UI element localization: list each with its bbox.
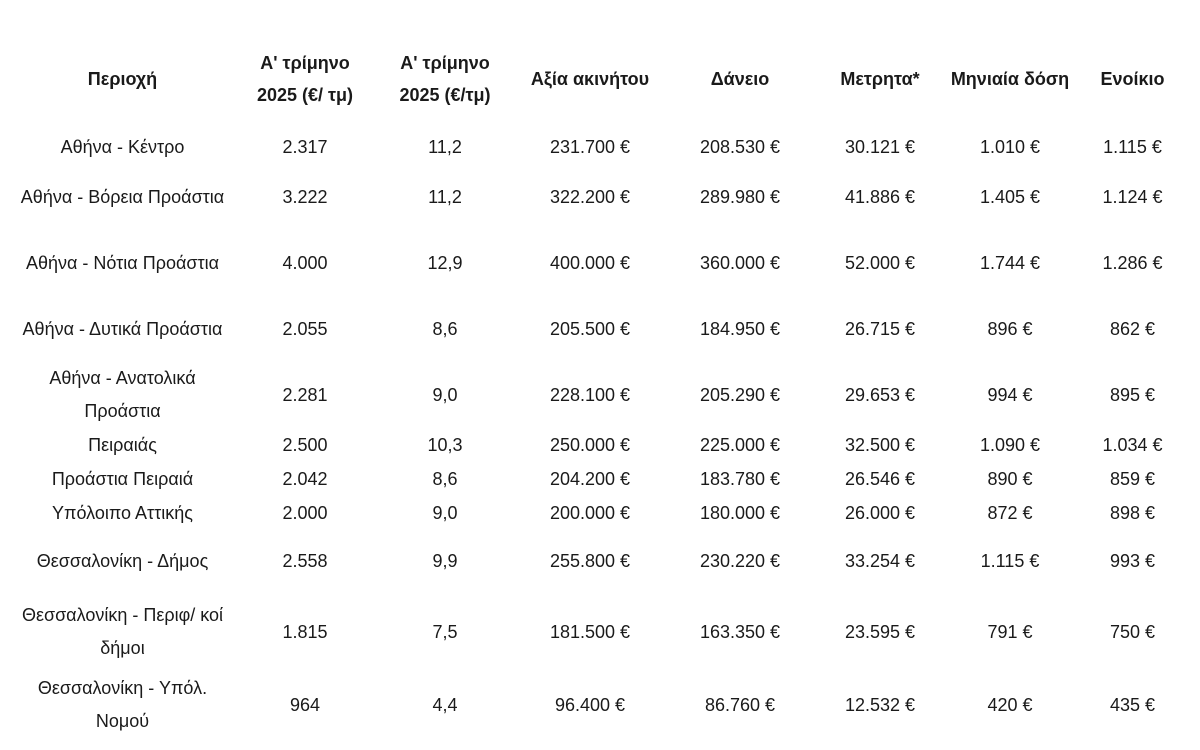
housing-costs-table — [10, 28, 1190, 738]
cell-cash: 29.653 € — [844, 384, 916, 405]
header-rent: Ενοίκιο — [1100, 69, 1165, 89]
cell-region: Πειραιάς — [88, 434, 157, 455]
cell-rent: 993 € — [1109, 550, 1156, 571]
cell-region: Αθήνα - Κέντρο — [60, 136, 185, 157]
cell-loan: 360.000 € — [699, 252, 781, 273]
cell-rent: 1.115 € — [1103, 136, 1162, 157]
header-q1-2025-sqm-price: Α' τρίμηνο 2025 (€/ τμ) — [256, 53, 354, 105]
table-row — [10, 362, 1190, 428]
cell-property-value: 322.200 € — [549, 186, 631, 207]
cell-property-value: 231.700 € — [549, 136, 631, 157]
cell-sqm-rent: 8,6 — [432, 468, 458, 489]
cell-rent: 895 € — [1109, 384, 1156, 405]
table-row — [10, 296, 1190, 362]
cell-sqm-rent: 9,9 — [432, 550, 458, 571]
table-row — [10, 592, 1190, 672]
cell-monthly-installment: 1.744 € — [979, 252, 1041, 273]
cell-property-value: 96.400 € — [554, 694, 626, 715]
table-container — [10, 28, 1190, 738]
cell-rent: 859 € — [1109, 468, 1156, 489]
cell-rent: 435 € — [1109, 694, 1156, 715]
cell-sqm-price: 2.558 — [282, 550, 328, 571]
table-row — [10, 428, 1190, 462]
table-row — [10, 462, 1190, 496]
cell-sqm-price: 2.281 — [282, 384, 328, 405]
cell-region: Αθήνα - Ανατολικά Προάστια — [49, 368, 196, 421]
table-row — [10, 164, 1190, 230]
table-row — [10, 230, 1190, 296]
cell-sqm-rent: 4,4 — [432, 694, 458, 715]
table-header-row — [10, 28, 1190, 130]
cell-property-value: 228.100 € — [549, 384, 631, 405]
cell-loan: 230.220 € — [699, 550, 781, 571]
cell-cash: 33.254 € — [844, 550, 916, 571]
cell-rent: 1.034 € — [1102, 434, 1163, 455]
cell-rent: 750 € — [1109, 621, 1156, 642]
cell-sqm-rent: 9,0 — [432, 502, 458, 523]
cell-sqm-rent: 9,0 — [432, 384, 458, 405]
cell-region: Αθήνα - Δυτικά Προάστια — [22, 318, 223, 339]
cell-property-value: 255.800 € — [549, 550, 631, 571]
cell-property-value: 204.200 € — [549, 468, 631, 489]
cell-property-value: 250.000 € — [549, 434, 631, 455]
cell-sqm-rent: 10,3 — [427, 434, 463, 455]
cell-sqm-rent: 11,2 — [428, 186, 462, 207]
cell-loan: 163.350 € — [699, 621, 781, 642]
cell-sqm-rent: 11,2 — [428, 136, 462, 157]
cell-monthly-installment: 1.115 € — [980, 550, 1040, 571]
cell-loan: 180.000 € — [699, 502, 781, 523]
cell-cash: 23.595 € — [844, 621, 916, 642]
cell-sqm-rent: 8,6 — [432, 318, 458, 339]
header-q1-2025-sqm-rent: Α' τρίμηνο 2025 (€/τμ) — [399, 53, 491, 105]
table-row — [10, 496, 1190, 530]
cell-sqm-price: 2.500 — [282, 434, 328, 455]
table-row — [10, 672, 1190, 738]
cell-loan: 289.980 € — [699, 186, 781, 207]
cell-sqm-price: 2.000 — [282, 502, 328, 523]
cell-region: Αθήνα - Βόρεια Προάστια — [20, 186, 225, 207]
cell-cash: 26.000 € — [844, 502, 916, 523]
cell-region: Υπόλοιπο Αττικής — [52, 502, 193, 523]
cell-monthly-installment: 1.090 € — [979, 434, 1041, 455]
cell-cash: 41.886 € — [844, 186, 916, 207]
cell-monthly-installment: 872 € — [987, 502, 1033, 523]
cell-rent: 862 € — [1109, 318, 1156, 339]
cell-property-value: 200.000 € — [549, 502, 631, 523]
cell-rent: 898 € — [1109, 502, 1156, 523]
cell-sqm-price: 964 — [289, 694, 321, 715]
cell-loan: 208.530 € — [699, 136, 781, 157]
cell-rent: 1.124 € — [1102, 186, 1163, 207]
header-loan: Δάνειο — [710, 69, 770, 89]
cell-property-value: 400.000 € — [549, 252, 631, 273]
cell-sqm-price: 4.000 — [282, 252, 328, 273]
cell-monthly-installment: 994 € — [987, 384, 1033, 405]
header-region: Περιοχή — [87, 69, 158, 89]
cell-loan: 205.290 € — [699, 384, 781, 405]
cell-sqm-price: 2.317 — [282, 136, 328, 157]
header-monthly-installment: Μηνιαία δόση — [950, 69, 1070, 89]
cell-cash: 26.546 € — [844, 468, 916, 489]
cell-sqm-price: 1.815 — [282, 621, 328, 642]
cell-monthly-installment: 1.405 € — [979, 186, 1041, 207]
cell-region: Προάστια Πειραιά — [51, 468, 194, 489]
cell-monthly-installment: 896 € — [987, 318, 1033, 339]
cell-sqm-price: 3.222 — [282, 186, 328, 207]
cell-monthly-installment: 1.010 € — [979, 136, 1041, 157]
cell-loan: 86.760 € — [704, 694, 776, 715]
cell-sqm-price: 2.055 — [282, 318, 328, 339]
cell-monthly-installment: 890 € — [987, 468, 1033, 489]
cell-sqm-price: 2.042 — [282, 468, 328, 489]
cell-sqm-rent: 7,5 — [432, 621, 458, 642]
cell-region: Θεσσαλονίκη - Περιφ/ κοί δήμοι — [21, 605, 224, 658]
cell-loan: 225.000 € — [699, 434, 781, 455]
header-property-value: Αξία ακινήτου — [530, 69, 650, 89]
cell-rent: 1.286 € — [1102, 252, 1163, 273]
cell-property-value: 205.500 € — [549, 318, 631, 339]
cell-cash: 26.715 € — [844, 318, 916, 339]
cell-cash: 30.121 € — [844, 136, 916, 157]
cell-region: Αθήνα - Νότια Προάστια — [26, 252, 219, 273]
cell-cash: 12.532 € — [844, 694, 916, 715]
cell-sqm-rent: 12,9 — [427, 252, 463, 273]
table-row — [10, 530, 1190, 592]
cell-region: Θεσσαλονίκη - Υπόλ. Νομού — [37, 678, 208, 731]
cell-region: Θεσσαλονίκη - Δήμος — [36, 550, 209, 571]
header-cash: Μετρητα* — [840, 69, 920, 89]
cell-property-value: 181.500 € — [549, 621, 631, 642]
cell-loan: 184.950 € — [699, 318, 781, 339]
cell-monthly-installment: 420 € — [987, 694, 1033, 715]
cell-cash: 52.000 € — [844, 252, 916, 273]
cell-cash: 32.500 € — [844, 434, 916, 455]
cell-monthly-installment: 791 € — [987, 621, 1033, 642]
cell-loan: 183.780 € — [699, 468, 781, 489]
table-row — [10, 130, 1190, 164]
